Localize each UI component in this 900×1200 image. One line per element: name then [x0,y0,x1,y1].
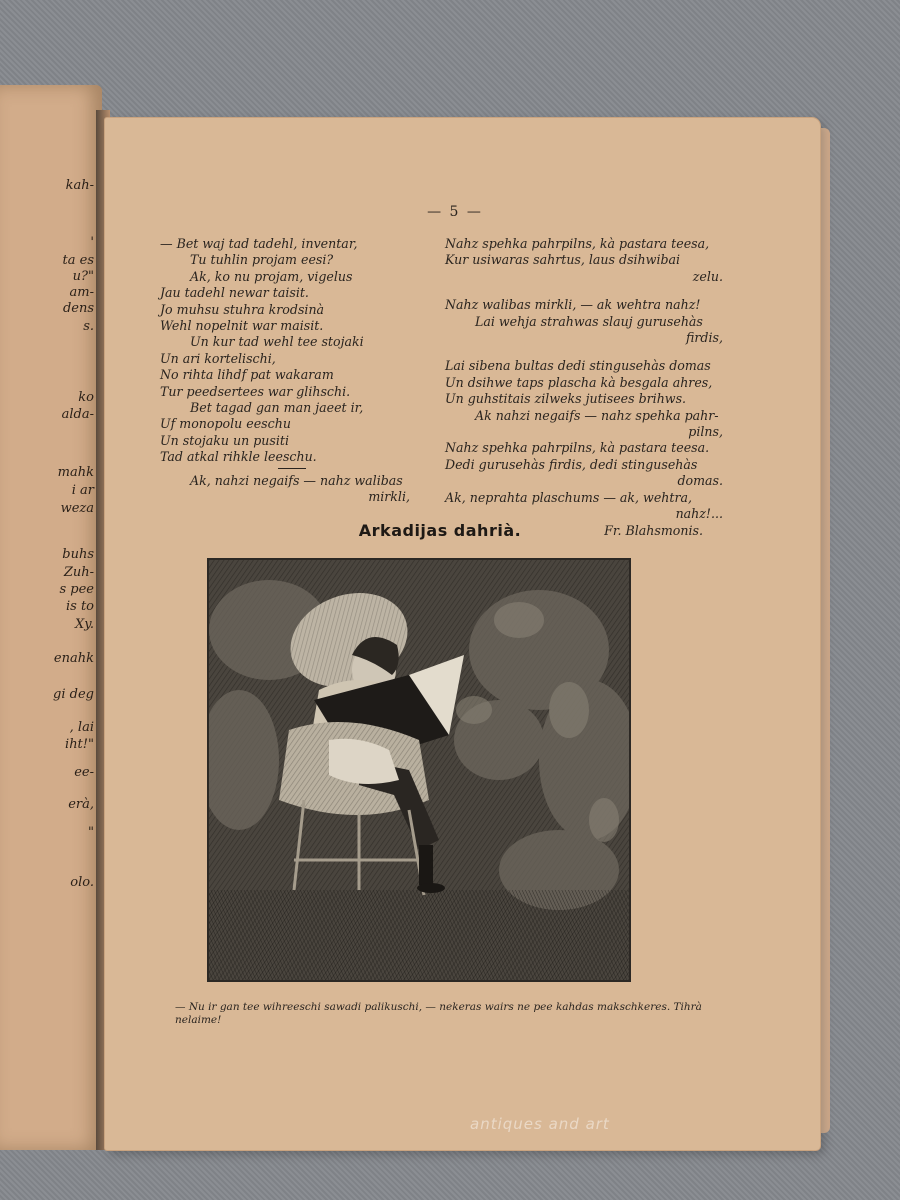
left-page-fragment: ko [78,390,94,405]
poem-line: Tu tuhlin projam eesi? [190,252,334,268]
poem-line: Un dsihwe taps plascha kà besgala ahres, [445,374,713,390]
left-page-fragment: kah- [65,178,94,193]
watermark: antiques and art [470,1115,610,1133]
poem-line: zelu. [692,268,723,284]
poem-line: Ak, nahzi negaifs — nahz walibas [190,472,403,488]
left-page-fragment: buhs [62,547,94,562]
left-page-fragment: gi deg [53,687,94,702]
illustration [207,558,631,982]
left-page-fragment: erà, [68,797,94,812]
poem-line: Kur usiwaras sahrtus, laus dsihwibai [445,252,681,268]
left-page-fragment: Zuh- [63,565,94,580]
left-page-fragment: is to [65,599,94,614]
poem-line: Wehl nopelnit war maisit. [160,318,324,334]
left-page-fragment: alda- [61,407,94,422]
poem-right-column [445,236,723,539]
left-page-fragment: mahk [57,465,94,480]
illustration-title: Arkadijas dahrià. [358,521,522,540]
engraving-girl-reading-icon [209,560,629,980]
poem-line: Tad atkal rihkle leeschu. [160,449,317,465]
poem-line: Uf monopolu eeschu [160,416,291,432]
poem-line: Dedi gurusehàs firdis, dedi stingusehàs [445,456,698,472]
left-page-fragment: enahk [53,651,94,666]
poem-line: Jau tadehl newar taisit. [160,285,309,301]
left-page-fragment: olo. [70,875,94,890]
poem-author: Fr. Blahsmonis. [604,522,703,538]
left-page-fragment: weza [60,501,94,516]
poem-line: Tur peedsertees war glihschi. [160,383,351,399]
left-page-fragment: ee- [74,765,94,780]
left-page-fragment: s pee [59,582,94,597]
poem-line: Nahz spehka pahrpilns, kà pastara teesa. [445,440,710,456]
left-page-fragment: ' [90,235,94,250]
left-page-fragment: , lai [69,720,94,735]
poem-line: No rihta lihdf pat wakaram [160,367,334,383]
poem-left-column [160,236,410,506]
poem-line: Un ari kortelischi, [160,350,276,366]
poem-line: pilns, [688,424,723,440]
poem-line: nahz!... [675,506,723,522]
poem-line: Ak, ko nu projam, vigelus [190,268,353,284]
poem-line: Nahz spehka pahrpilns, kà pastara teesa, [445,236,710,251]
page-number: — 5 — [427,204,483,220]
poem-line: mirkli, [368,489,410,505]
poem-line: Lai wehja strahwas slauj gurusehàs [475,313,703,329]
left-page-fragment: iht!" [65,737,94,752]
right-page [105,118,820,1150]
poem-line: Nahz walibas mirkli, — ak wehtra nahz! [445,297,701,313]
illustration-caption: — Nu ir gan tee wihreeschi sawadi palikuschi, — nekeras wairs ne pee kahdas makschkeres. Tihrà nelaime! [175,1001,702,1026]
poem-line: Bet tagad gan man jaeet ir, [190,400,364,416]
left-page [0,85,102,1150]
poem-line: Un stojaku un pusiti [160,432,289,448]
poem-line: Ak, neprahta plaschums — ak, wehtra, [445,489,692,505]
left-page-fragment: " [88,825,94,840]
poem-line: Ak nahzi negaifs — nahz spehka pahr- [475,407,719,423]
left-page-fragment: am- [69,285,94,300]
poem-line: Jo muhsu stuhra krodsinà [160,301,325,317]
left-page-fragment: dens [62,301,94,316]
poem-line: — Bet waj tad tadehl, inventar, [160,236,358,251]
left-page-fragment: i ar [71,483,94,498]
poem-line: Lai sibena bultas dedi stingusehàs domas [445,358,711,374]
poem-line: firdis, [686,330,723,346]
poem-line: Un kur tad wehl tee stojaki [190,334,364,350]
left-page-fragment: s. [83,319,94,334]
left-page-fragment: Xy. [74,617,94,632]
poem-line: Un guhstitais zilweks jutisees brihws. [445,391,687,407]
section-divider [278,468,306,469]
left-page-fragment: u?" [72,269,94,284]
poem-line: domas. [677,473,723,489]
left-page-fragment: ta es [62,253,94,268]
